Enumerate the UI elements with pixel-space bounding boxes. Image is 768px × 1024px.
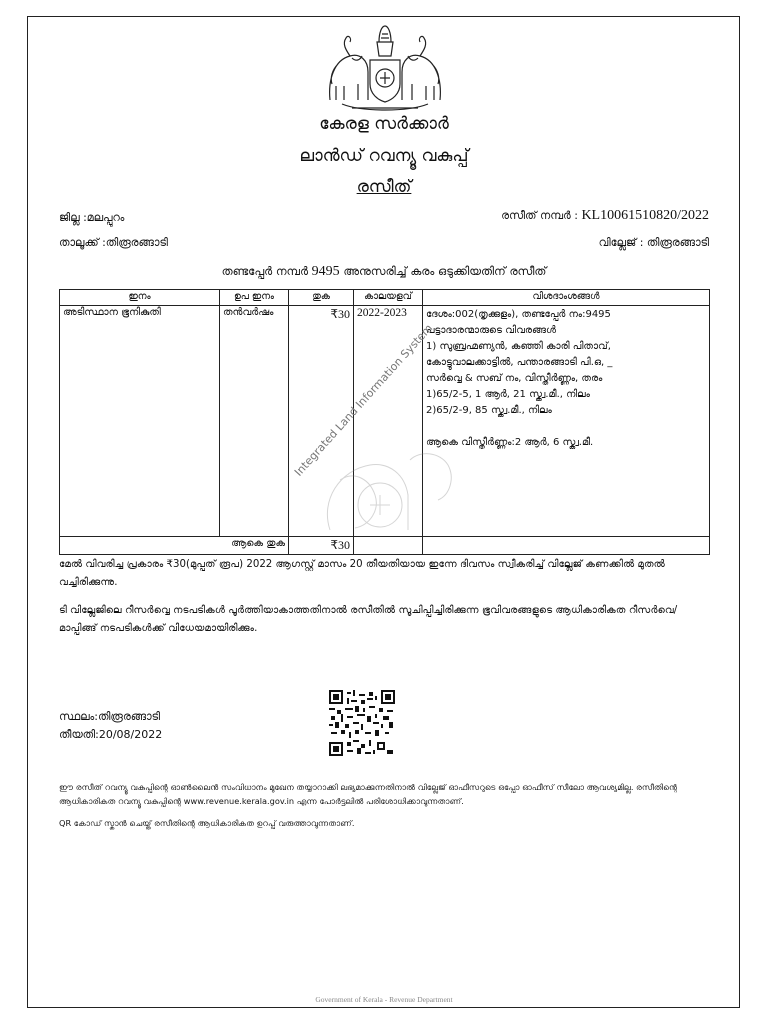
page-footer: Government of Kerala - Revenue Department [315, 995, 453, 1004]
place-label: സ്ഥലം:തിരൂരങ്ങാടി [59, 710, 161, 723]
header-sub-item: ഉപ ഇനം [220, 290, 289, 306]
detail-line: 2)65/2-9, 85 സ്ക്വ.മീ., നിലം [426, 405, 552, 416]
detail-line: പട്ടാദാരന്മാരുടെ വിവരങ്ങൾ [426, 325, 557, 336]
district-label: ജില്ല :മലപ്പുറം [59, 211, 125, 224]
payment-table [59, 289, 710, 555]
online-receipt-note: ഈ രസീത് റവന്യൂ വകുപ്പിന്റെ ഓൺലൈൻ സംവിധാനം മുഖേന തയ്യാറാക്കി ലഭ്യമാക്കുന്നതിനാൽ വില്ലേജ് ഓഫീസറുടെ ഒപ്പോ ഓഫീസ് സീലോ ആവശ്യമില്ല. രസീതിന്റെ ആധികാരികത റവന്യൂ വകുപ്പിന്റെ www.revenue.kerala.gov.in എന്ന പോർട്ടലിൽ പരിശോധിക്കാവുന്നതാണ്. [59, 782, 678, 806]
header-amount: തുക [289, 290, 354, 306]
receipt-subtitle [0, 264, 768, 280]
receipt-number [501, 208, 709, 224]
cell-period: 2022-2023 [354, 306, 423, 537]
village-label: വില്ലേജ് : തിരൂരങ്ങാടി [598, 236, 709, 249]
cell-item: അടിസ്ഥാന ഭൂനികുതി [60, 306, 220, 537]
total-label: ആകെ തുക [220, 537, 289, 555]
taluk-label: താലൂക്ക് :തിരൂരങ്ങാടി [59, 236, 168, 249]
detail-line: 1) സുബ്രഹ്മണ്യൻ, കഞ്ഞി കാരി പിതാവ്, [426, 341, 611, 352]
cell-sub-item: തൻവർഷം [220, 306, 289, 537]
subtitle-suffix: അനുസരിച്ച് കരം ഒടുക്കിയതിന് രസീത് [343, 264, 547, 278]
cell-details [423, 306, 710, 537]
qr-code-icon [329, 690, 395, 756]
table-row [60, 306, 710, 537]
subtitle-prefix: തണ്ടപ്പേർ നമ്പർ [221, 264, 309, 278]
detail-line: 1)65/2-5, 1 ആർ, 21 സ്ക്വ.മീ., നിലം [426, 389, 590, 400]
detail-line [426, 419, 706, 435]
detail-line: സർവ്വെ & സബ് നം, വിസ്തീർണ്ണം, തരം [426, 373, 603, 384]
cell-amount: ₹30 [289, 306, 354, 537]
header-details: വിശദാംശങ്ങൾ [423, 290, 710, 306]
receipt-number-label: രസീത് നമ്പർ : [501, 209, 578, 222]
kerala-emblem-icon [322, 20, 448, 116]
detail-line: ദേശം:002(തൃക്കുളം), തണ്ടപ്പേർ നം:9495 [426, 309, 611, 320]
department-name: ലാൻഡ് റവന്യൂ വകുപ്പ് [299, 146, 469, 166]
acknowledgement-paragraph: മേൽ വിവരിച്ച പ്രകാരം ₹30(മുപ്പത് രൂപ) 2022 ആഗസ്റ്റ് മാസം 20 തീയതിയായ ഇന്നേ ദിവസം സ്വീകരിച്ച് വില്ലേജ് കണക്കിൽ മുതൽ വച്ചിരിക്കുന്നു. [59, 559, 666, 588]
document-title: രസീത് [356, 177, 412, 197]
table-header-row [60, 290, 710, 306]
qr-verification-note: QR കോഡ് സ്കാൻ ചെയ്ത് രസീതിന്റെ ആധികാരികത ഉറപ്പ് വരുത്താവുന്നതാണ്. [59, 818, 355, 828]
receipt-number-value: KL10061510820/2022 [581, 208, 709, 223]
thandaper-number: 9495 [311, 264, 340, 279]
header-item: ഇനം [60, 290, 220, 306]
detail-line: ആകെ വിസ്തീർണ്ണം:2 ആർ, 6 സ്ക്വ.മീ. [426, 437, 594, 448]
government-name: കേരള സർക്കാർ [319, 114, 449, 134]
header-period: കാലയളവ് [354, 290, 423, 306]
total-row [60, 537, 710, 555]
total-amount: ₹30 [289, 537, 354, 555]
watermark-text: Integrated Land Information System [292, 321, 436, 479]
date-label: തീയതി:20/08/2022 [59, 728, 163, 741]
detail-line: കോട്ടുവാലക്കാട്ടിൽ, പന്താരങ്ങാടി പി.ഒ, _ [426, 357, 613, 368]
resurvey-paragraph: ടി വില്ലേജിലെ റീസർവ്വെ നടപടികൾ പൂർത്തിയാകാത്തതിനാൽ രസീതിൽ സൂചിപ്പിച്ചിരിക്കുന്ന ഭൂവിവരങ്ങളുടെ ആധികാരികത റീസർവെ/മാപ്പിങ്ങ് നടപടികൾക്ക് വിധേയമായിരിക്കും. [59, 605, 678, 634]
